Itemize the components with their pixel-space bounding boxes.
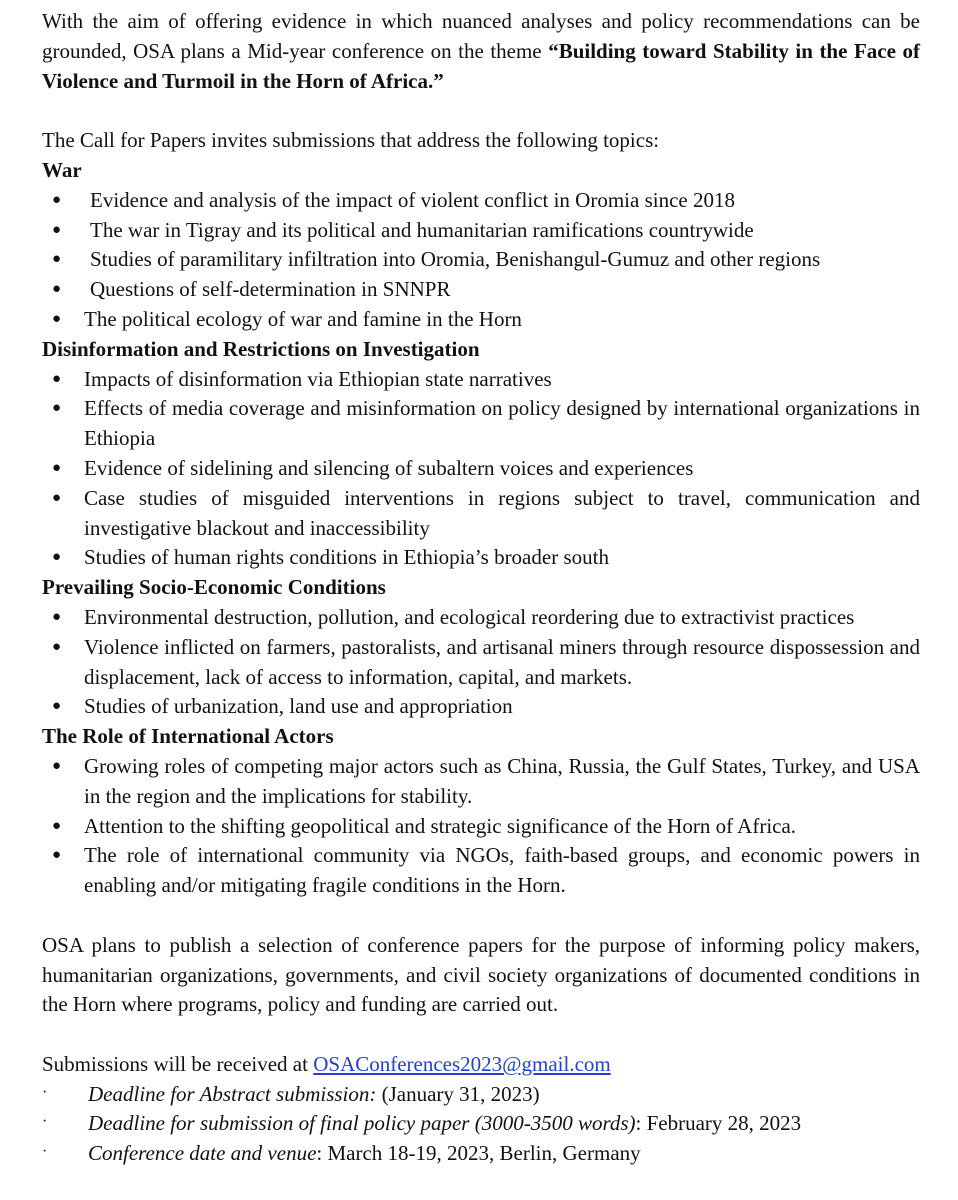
bullet-icon: ● [52,459,62,476]
list-item [42,245,920,275]
spacer [42,96,920,126]
list-item [42,305,920,335]
submissions-line [42,1050,920,1080]
list-item-text: Evidence and analysis of the impact of violent conflict in Oromia since 2018 [90,187,735,212]
list-item [42,812,920,842]
submission-email-link[interactable]: OSAConferences2023@gmail.com [313,1051,611,1076]
list-item-text: Environmental destruction, pollution, and ecological reordering due to extractivist practices [84,604,855,629]
list-item [42,216,920,246]
list-item-text: The war in Tigray and its political and humanitarian ramifications countrywide [90,217,754,242]
bullet-icon: ● [52,251,62,268]
list-item [42,633,920,693]
bullet-icon: ● [52,400,62,417]
list-item-text: Growing roles of competing major actors such as China, Russia, the Gulf States, Turkey, and USA in the region and the implications for stability. [84,753,920,808]
list-item-text: Impacts of disinformation via Ethiopian state narratives [84,366,552,391]
list-item [42,186,920,216]
spacer [42,901,920,931]
bullet-icon: ● [52,549,62,566]
list-item-text: Violence inflicted on farmers, pastoralists, and artisanal miners through resource dispossession and displacement, lack of access to information, capital, and markets. [84,634,920,689]
deadline-label: Deadline for submission of final policy paper (3000-3500 words) [88,1111,636,1136]
list-item [42,543,920,573]
bullet-icon: ● [52,370,62,387]
deadline-item-abstract [42,1080,920,1110]
bullet-icon: ● [52,281,62,298]
call-for-papers-intro: The Call for Papers invites submissions that address the following topics: [42,128,660,153]
topic-list-war [42,186,920,335]
deadline-value: : February 28, 2023 [635,1111,802,1136]
publish-paragraph: OSA plans to publish a selection of conference papers for the purpose of informing policy makers, humanitarian organizations, governments, and civil society organizations of documented conditions in the Horn where programs, policy and funding are carried out. [42,932,920,1017]
submissions-prefix: Submissions will be received at [42,1051,314,1076]
list-item [42,692,920,722]
deadline-value: (January 31, 2023) [376,1081,540,1106]
bullet-icon: ● [52,847,62,864]
list-item-text: The political ecology of war and famine in the Horn [84,306,522,331]
deadline-value: : March 18-19, 2023, Berlin, Germany [316,1141,641,1166]
intro-paragraph [42,7,920,96]
bullet-icon: ● [52,191,62,208]
list-item-text: Attention to the shifting geopolitical and strategic significance of the Horn of Africa. [84,813,797,838]
deadline-item-final-paper [42,1109,920,1139]
bullet-icon: ● [52,817,62,834]
deadline-list [42,1080,920,1169]
list-item [42,394,920,454]
intro-text: With the aim of offering evidence in which nuanced analyses and policy recommendations can be grounded, OSA plans a Mid-year conference on the theme [42,9,920,63]
deadline-label: Conference date and venue [88,1141,317,1166]
bullet-icon: ● [52,489,62,506]
topic-list-international-actors [42,752,920,901]
bullet-icon: ● [52,221,62,238]
middle-dot-icon: · [42,1113,48,1131]
conference-theme: “Building toward Stability in the Face of Violence and Turmoil in the Horn of Africa.” [42,38,920,93]
list-item-text: Studies of paramilitary infiltration into Oromia, Benishangul-Gumuz and other regions [90,247,821,272]
list-item-text: Evidence of sidelining and silencing of subaltern voices and experiences [84,455,694,480]
list-item [42,603,920,633]
bullet-icon: ● [52,608,62,625]
bullet-icon: ● [52,698,62,715]
middle-dot-icon: · [42,1143,48,1161]
spacer [42,1020,920,1050]
bullet-icon: ● [52,757,62,774]
list-item-text: Questions of self-determination in SNNPR [90,277,451,302]
deadline-item-conference [42,1139,920,1169]
list-item [42,841,920,901]
bullet-icon: ● [52,638,62,655]
list-item-text: Studies of urbanization, land use and appropriation [84,694,513,719]
section-heading-war: War [42,157,82,182]
bullet-icon: ● [52,310,62,327]
list-item [42,275,920,305]
section-heading-international-actors: The Role of International Actors [42,724,334,749]
list-item [42,484,920,544]
list-item [42,365,920,395]
deadline-label: Deadline for Abstract submission: [88,1081,377,1106]
list-item [42,454,920,484]
section-heading-disinformation: Disinformation and Restrictions on Investigation [42,336,480,361]
list-item-text: Studies of human rights conditions in Ethiopia’s broader south [84,545,609,570]
topic-list-socio-economic [42,603,920,722]
section-heading-socio-economic: Prevailing Socio-Economic Conditions [42,575,386,600]
middle-dot-icon: · [42,1083,48,1101]
list-item-text: The role of international community via NGOs, faith-based groups, and economic powers in enabling and/or mitigating fragile conditions in the Horn. [84,843,920,898]
list-item-text: Case studies of misguided interventions in regions subject to travel, communication and investigative blackout and inaccessibility [84,485,920,540]
list-item-text: Effects of media coverage and misinformation on policy designed by international organizations in Ethiopia [84,396,920,451]
topic-list-disinformation [42,365,920,574]
list-item [42,752,920,812]
